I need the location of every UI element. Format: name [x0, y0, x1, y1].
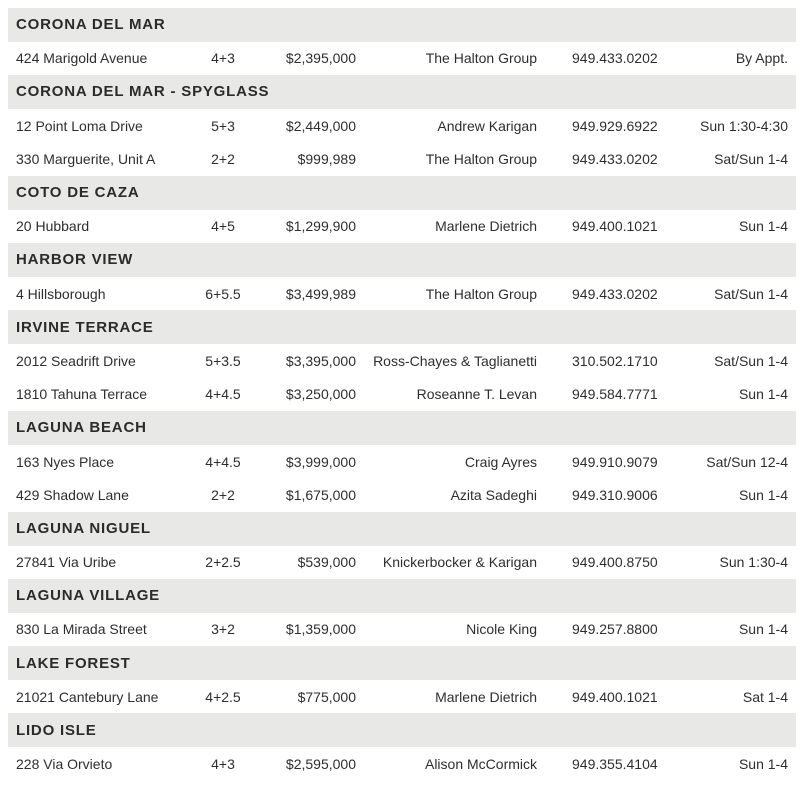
listing-phone: 949.400.1021: [572, 218, 658, 235]
listing-agent: The Halton Group: [425, 285, 537, 302]
listing-row: [8, 109, 796, 143]
listing-row: [8, 680, 796, 714]
listing-hours: Sun 1-4: [738, 621, 788, 638]
listing-phone: 310.502.1710: [572, 352, 658, 369]
listing-hours: Sun 1:30-4:30: [700, 117, 788, 134]
listing-hours: Sat 1-4: [742, 688, 788, 705]
listing-address: 1810 Tahuna Terrace: [16, 386, 148, 403]
listing-phone: 949.400.8750: [572, 554, 658, 571]
listing-row: [8, 445, 796, 479]
listing-row: [8, 344, 796, 378]
listing-bed-bath: 2+2: [211, 487, 235, 504]
listing-address: 20 Hubbard: [16, 218, 90, 235]
listing-agent: Knickerbocker & Karigan: [382, 554, 537, 571]
listing-agent: Azita Sadeghi: [450, 487, 537, 504]
listing-bed-bath: 2+2: [211, 151, 235, 168]
listing-bed-bath: 5+3: [211, 117, 235, 134]
listing-phone: 949.910.9079: [572, 453, 658, 470]
listing-phone: 949.257.8800: [572, 621, 658, 638]
area-header: LAKE FOREST: [8, 646, 796, 680]
listing-bed-bath: 5+3.5: [205, 352, 241, 369]
listing-phone: 949.929.6922: [572, 117, 658, 134]
listing-phone: 949.355.4104: [572, 755, 658, 772]
listing-bed-bath: 4+4.5: [205, 386, 241, 403]
listing-hours: Sun 1-4: [738, 218, 788, 235]
listing-row: [8, 546, 796, 580]
listing-phone: 949.433.0202: [572, 285, 658, 302]
listing-phone: 949.584.7771: [572, 386, 658, 403]
listing-row: [8, 210, 796, 244]
listing-address: 830 La Mirada Street: [16, 621, 147, 638]
area-header: LAGUNA BEACH: [8, 411, 796, 445]
listing-hours: Sun 1-4: [738, 386, 788, 403]
listing-price: $2,395,000: [285, 50, 356, 67]
listing-price: $2,449,000: [285, 117, 356, 134]
listing-bed-bath: 4+5: [211, 218, 235, 235]
listing-agent: Nicole King: [466, 621, 537, 638]
area-header: HARBOR VIEW: [8, 243, 796, 277]
listing-hours: Sun 1:30-4: [719, 554, 788, 571]
listing-bed-bath: 3+2: [211, 621, 235, 638]
listing-address: 21021 Cantebury Lane: [16, 688, 159, 705]
listing-row: [8, 142, 796, 176]
listing-price: $3,250,000: [285, 386, 356, 403]
listing-agent: Roseanne T. Levan: [416, 386, 537, 403]
listing-hours: Sat/Sun 1-4: [714, 352, 788, 369]
area-header: LIDO ISLE: [8, 713, 796, 747]
area-header: CORONA DEL MAR - SPYGLASS: [8, 75, 796, 109]
listing-bed-bath: 4+4.5: [205, 453, 241, 470]
listing-row: [8, 613, 796, 647]
listing-row: [8, 747, 796, 781]
listing-phone: 949.433.0202: [572, 50, 658, 67]
listing-row: [8, 478, 796, 512]
listing-agent: The Halton Group: [425, 151, 537, 168]
listing-address: 424 Marigold Avenue: [16, 50, 148, 67]
listing-address: 12 Point Loma Drive: [16, 117, 143, 134]
area-header: LAGUNA NIGUEL: [8, 512, 796, 546]
listing-price: $3,999,000: [285, 453, 356, 470]
listing-address: 27841 Via Uribe: [16, 554, 117, 571]
listing-phone: 949.310.9006: [572, 487, 658, 504]
listing-bed-bath: 4+3: [211, 50, 235, 67]
listing-price: $3,395,000: [285, 352, 356, 369]
listing-agent: Marlene Dietrich: [435, 688, 537, 705]
listing-agent: Andrew Karigan: [437, 117, 537, 134]
listing-bed-bath: 4+2.5: [205, 688, 241, 705]
listing-price: $1,299,900: [285, 218, 356, 235]
listing-address: 429 Shadow Lane: [16, 487, 129, 504]
listing-hours: By Appt.: [735, 50, 788, 67]
area-header: CORONA DEL MAR: [8, 8, 796, 42]
listing-address: 330 Marguerite, Unit A: [16, 151, 156, 168]
listing-hours: Sat/Sun 1-4: [714, 151, 788, 168]
listing-agent: Marlene Dietrich: [435, 218, 537, 235]
listing-agent: Alison McCormick: [424, 755, 537, 772]
listing-address: 2012 Seadrift Drive: [16, 352, 136, 369]
listing-hours: Sun 1-4: [738, 487, 788, 504]
listing-row: [8, 378, 796, 412]
listing-bed-bath: 6+5.5: [205, 285, 241, 302]
listing-price: $2,595,000: [285, 755, 356, 772]
area-header: LAGUNA VILLAGE: [8, 579, 796, 613]
listing-hours: Sat/Sun 1-4: [714, 285, 788, 302]
area-header: IRVINE TERRACE: [8, 310, 796, 344]
listing-hours: Sat/Sun 12-4: [706, 453, 788, 470]
listing-price: $1,359,000: [285, 621, 356, 638]
listing-price: $3,499,989: [285, 285, 356, 302]
listing-price: $539,000: [297, 554, 356, 571]
listing-address: 4 Hillsborough: [16, 285, 106, 302]
listing-bed-bath: 2+2.5: [205, 554, 241, 571]
listing-row: [8, 42, 796, 76]
listing-phone: 949.400.1021: [572, 688, 658, 705]
listing-row: [8, 277, 796, 311]
listing-hours: Sun 1-4: [738, 755, 788, 772]
area-header: COTO DE CAZA: [8, 176, 796, 210]
listing-price: $1,675,000: [285, 487, 356, 504]
listing-address: 163 Nyes Place: [16, 453, 115, 470]
listing-agent: The Halton Group: [425, 50, 537, 67]
listing-price: $775,000: [297, 688, 356, 705]
listing-price: $999,989: [297, 151, 356, 168]
listing-address: 228 Via Orvieto: [16, 755, 113, 772]
listing-bed-bath: 4+3: [211, 755, 235, 772]
listing-phone: 949.433.0202: [572, 151, 658, 168]
listing-agent: Craig Ayres: [464, 453, 537, 470]
listing-agent: Ross-Chayes & Taglianetti: [373, 352, 537, 369]
